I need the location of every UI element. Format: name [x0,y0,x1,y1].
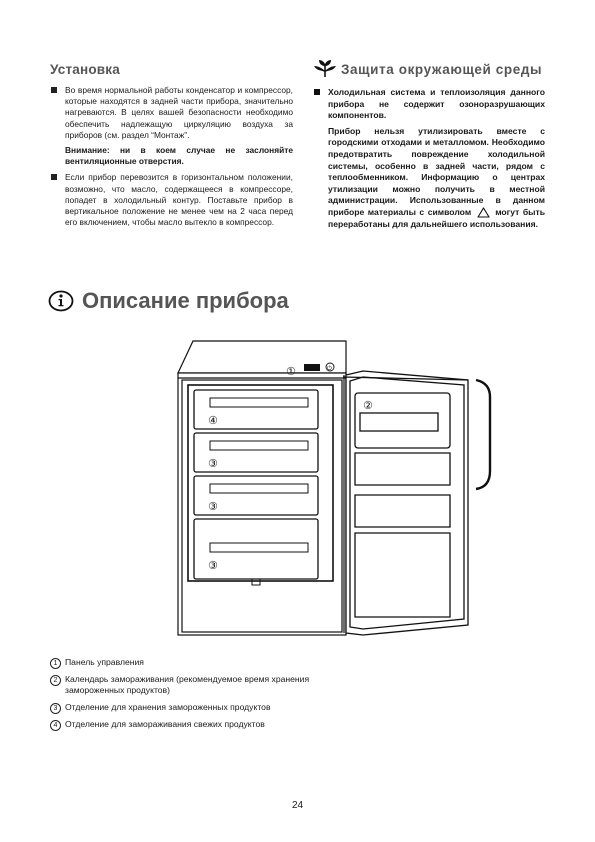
environment-section [313,60,545,235]
callout-4: ④ [208,414,218,427]
environment-paragraph-2b: могут быть переработаны для дальнейшего использования. [328,206,545,229]
legend-text: Календарь замораживания (рекомендуемое время хранения замороженных продуктов) [65,674,310,696]
legend-item [50,674,310,697]
callout-3b: ③ [208,500,218,513]
drawer-handle-1 [210,398,308,407]
legend-item [50,657,310,669]
legend-number: 4 [50,720,61,731]
drawer-handle-2 [210,441,308,450]
installation-section [50,62,293,232]
legend-text: Отделение для хранения замороженных продуктов [65,701,271,712]
description-title: Описание прибора [82,288,289,313]
environment-paragraph-2a: Прибор нельзя утилизировать вместе с городскими отходами и металломом. Необходимо предотвратить повреждение холодильной системы, особенно в задней части, рядом с теплообменником. Информацию о центрах утилизации можно получить в местной администрации. Использованные в данном приборе материалы с символом [328,125,545,217]
flower-icon [313,60,337,78]
callout-3a: ③ [208,457,218,470]
legend-number: 3 [50,703,61,714]
legend-text: Отделение для замораживания свежих продуктов [65,718,265,729]
callout-control-knob: ⏻ [327,365,332,372]
recycle-triangle-icon [477,207,490,218]
info-icon [48,290,74,312]
callout-3c: ③ [208,559,218,572]
freezing-calendar [360,413,438,431]
freezer-illustration [168,335,498,640]
legend [50,657,310,736]
callout-1: ① [286,365,296,378]
description-heading [48,288,289,314]
installation-paragraph-2: Если прибор перевозится в горизонтальном положении, возможно, что масло, содержащееся в компрессоре, попадет в холодильный контур. Поставьте прибор в вертикальное положение не менее чем на 2 часа перед его включением, чтобы масло вытекло в компрессор. [50,172,293,228]
environment-title: Защита окружающей среды [341,61,543,77]
drawer-handle-4 [210,543,308,552]
legend-text: Панель управления [65,657,144,667]
installation-paragraph-1: Во время нормальной работы конденсатор и компрессор, которые находятся в задней части прибора, значительно нагреваются. В целях вашей безопасности необходимо обеспечить надлежащую циркуляцию воздуха за приборов (см. раздел “Монтаж”. [50,85,293,141]
environment-paragraph-2 [313,126,545,230]
environment-paragraph-1: Холодильная система и теплоизоляция данного прибора не содержит озоноразрушающих компонентов. [313,87,545,122]
page-number: 24 [291,800,304,811]
drawer-handle-3 [210,484,308,493]
legend-item [50,719,310,731]
installation-warning: Внимание: ни в коем случае не заслоняйте вентиляционные отверстия. [65,145,293,167]
control-display [304,364,320,371]
legend-item [50,702,310,714]
legend-number: 1 [50,658,61,669]
callout-2: ② [363,399,373,412]
legend-number: 2 [50,675,61,686]
installation-title: Установка [50,62,120,77]
door-handle [476,380,490,489]
